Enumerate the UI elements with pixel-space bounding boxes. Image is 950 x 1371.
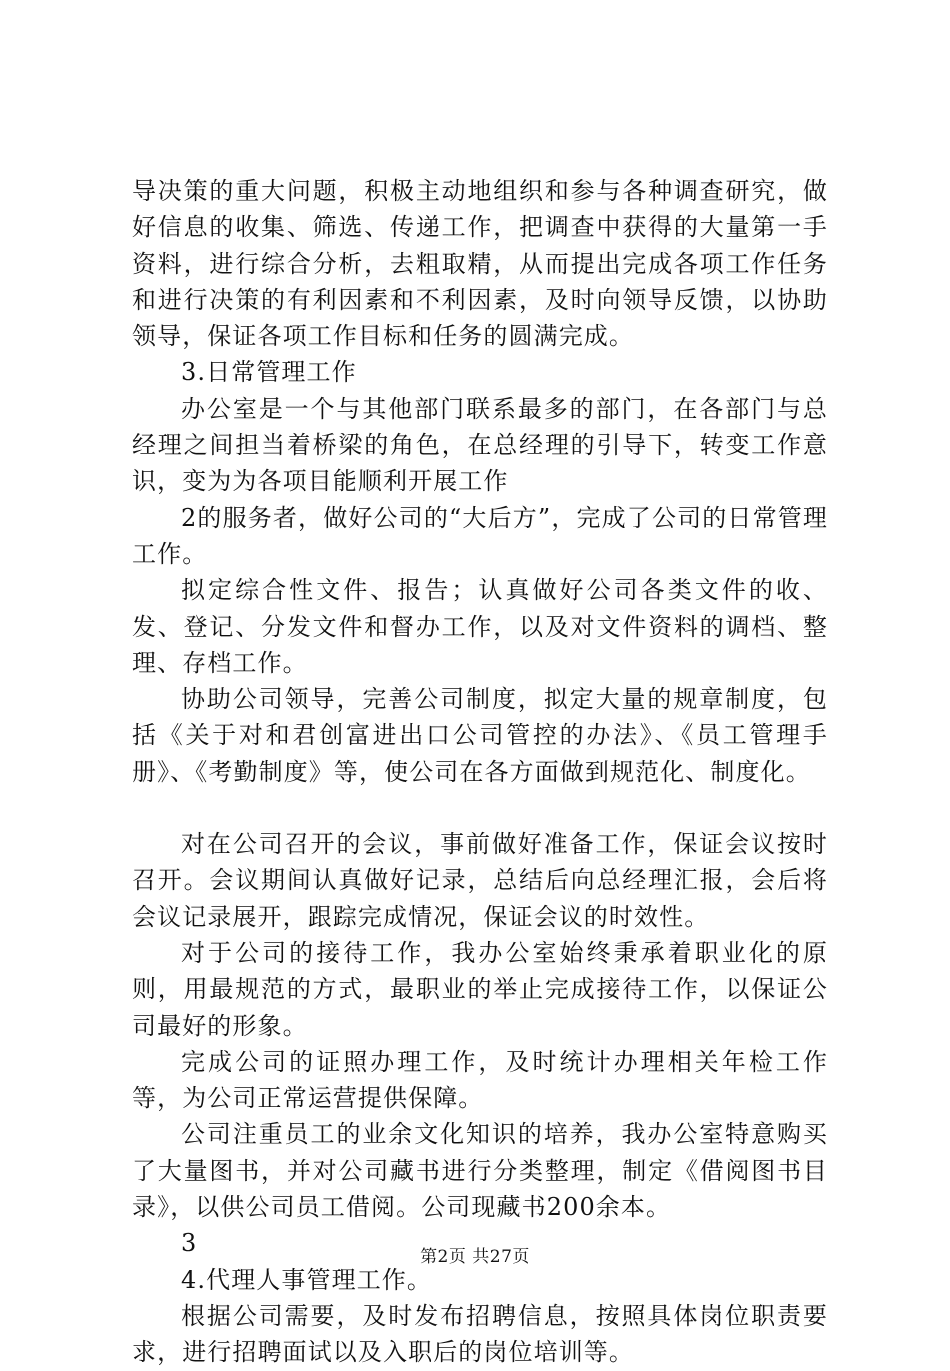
paragraph-licenses: 完成公司的证照办理工作，及时统计办理相关年检工作等，为公司正常运营提供保障。 [132,1047,828,1113]
paragraph-meetings: 对在公司召开的会议，事前做好准备工作，保证会议按时召开。会议期间认真做好记录，总结后向总经理汇报，会后将会议记录展开，跟踪完成情况，保证会议的时效性。 [132,830,828,931]
section-heading-hr-management: 4.代理人事管理工作。 [181,1265,432,1294]
section-heading-daily-management: 3.日常管理工作 [181,358,357,387]
paragraph-document-handling: 拟定综合性文件、报告；认真做好公司各类文件的收、发、登记、分发文件和督办工作，以及对文件资料的调档、整理、存档工作。 [132,576,828,677]
paragraph-office-role: 办公室是一个与其他部门联系最多的部门，在各部门与总经理之间担当着桥梁的角色，在总经理的引导下，转变工作意识，变为为各项目能顺利开展工作 [132,394,828,496]
paragraph-reception: 对于公司的接待工作，我办公室始终秉承着职业化的原则，用最规范的方式，最职业的举止完成接待工作，以保证公司最好的形象。 [132,938,828,1040]
page-footer: 第2页 共27页 [420,1247,530,1267]
paragraph-service-provider: 2的服务者，做好公司的“大后方”，完成了公司的日常管理工作。 [132,503,828,568]
paragraph-continuation: 导决策的重大问题，积极主动地组织和参与各种调查研究，做好信息的收集、筛选、传递工作，把调查中获得的大量第一手资料，进行综合分析，去粗取精，从而提出完成各项工作任务和进行决策的有利因素和不利因素，及时向领导反馈，以协助领导，保证各项工作目标和任务的圆满完成。 [132,177,828,351]
paragraph-library: 公司注重员工的业余文化知识的培养，我办公室特意购买了大量图书，并对公司藏书进行分类整理，制定《借阅图书目录》，以供公司员工借阅。公司现藏书200余本。 [132,1120,828,1222]
paragraph-page-marker: 3 [181,1229,198,1258]
paragraph-regulations: 协助公司领导，完善公司制度，拟定大量的规章制度，包括《关于对和君创富进出口公司管控的办法》、《员工管理手册》、《考勤制度》等，使公司在各方面做到规范化、制度化。 [132,685,828,786]
document-body [132,173,828,1371]
paragraph-recruitment: 根据公司需要，及时发布招聘信息，按照具体岗位职责要求，进行招聘面试以及入职后的岗位培训等。 [132,1301,828,1367]
